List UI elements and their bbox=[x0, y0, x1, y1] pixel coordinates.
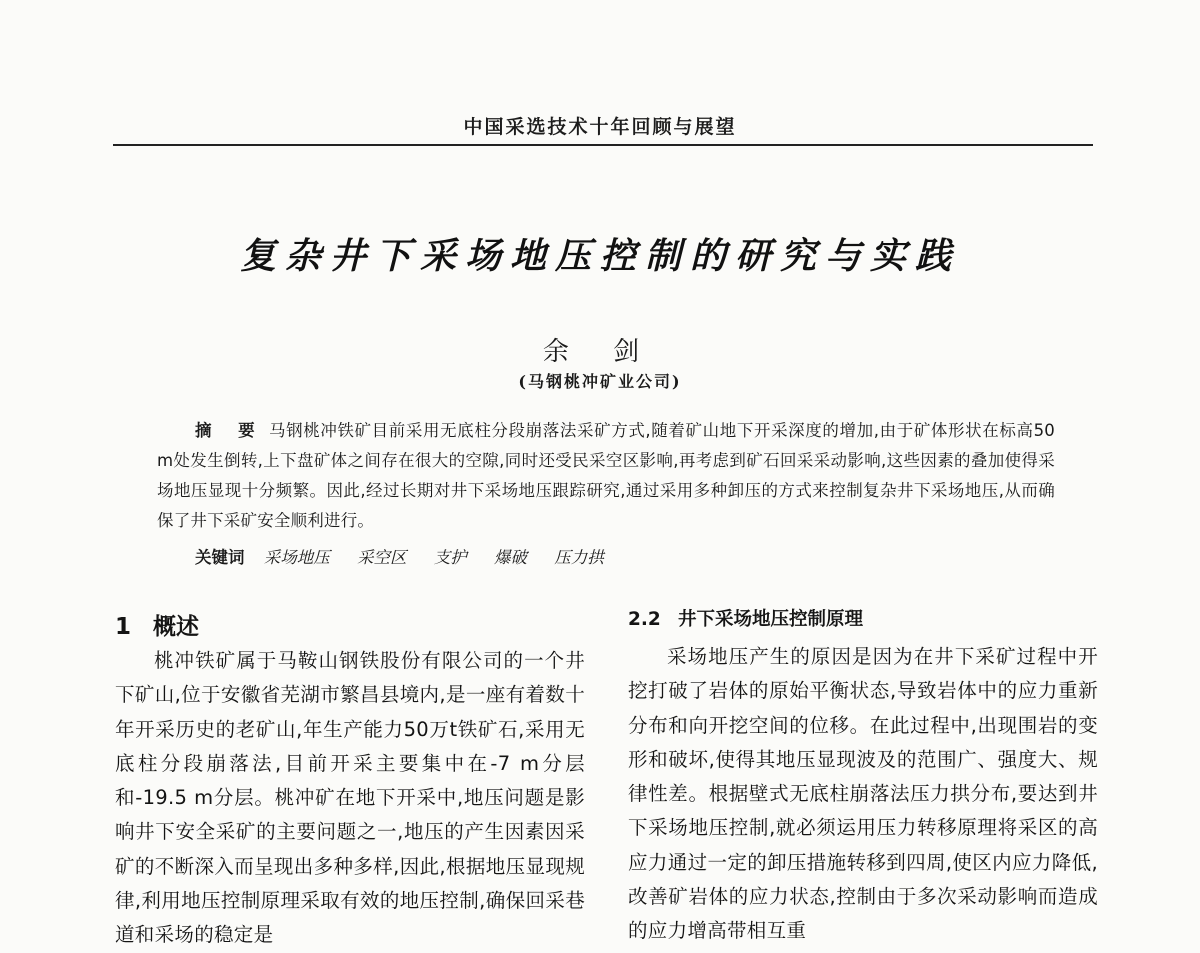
subsection-number: 2.2 bbox=[628, 609, 661, 630]
abstract bbox=[157, 416, 1055, 536]
article-title: 复杂井下采场地压控制的研究与实践 bbox=[239, 235, 960, 277]
author-affiliation: (马钢桃冲矿业公司) bbox=[518, 372, 682, 391]
subsection-heading bbox=[628, 606, 1098, 634]
section-title: 概述 bbox=[153, 614, 199, 640]
section-number: 1 bbox=[115, 614, 132, 640]
keyword-item: 爆破 bbox=[494, 548, 527, 567]
author-name: 余 剑 bbox=[542, 337, 658, 367]
section-heading bbox=[115, 610, 585, 644]
right-column bbox=[628, 606, 1098, 949]
keyword-item: 采场地压 bbox=[263, 548, 330, 567]
header-rule bbox=[113, 144, 1093, 146]
body-paragraph: 采场地压产生的原因是因为在井下采矿过程中开挖打破了岩体的原始平衡状态,导致岩体中的应力重新分布和向开挖空间的位移。在此过程中,出现围岩的变形和破坏,使得其地压显现波及的范围广、强度大、规律性差。根据壁式无底柱崩落法压力拱分布,要达到井下采场地压控制,就必须运用压力转移原理将采区的高应力通过一定的卸压措施转移到四周,使区内应力降低,改善矿岩体的应力状态,控制由于多次采动影响而造成的应力增高带相互重 bbox=[628, 645, 1098, 943]
abstract-label: 摘 要 bbox=[195, 421, 265, 440]
left-column bbox=[115, 606, 585, 953]
running-header: 中国采选技术十年回顾与展望 bbox=[463, 116, 737, 138]
subsection-title: 井下采场地压控制原理 bbox=[678, 609, 864, 630]
body-paragraph: 桃冲铁矿属于马鞍山钢铁股份有限公司的一个井下矿山,位于安徽省芜湖市繁昌县境内,是一座有着数十年开采历史的老矿山,年生产能力50万t铁矿石,采用无底柱分段崩落法,目前开采主要集中在-7 m分层和-19.5 m分层。桃冲矿在地下开采中,地压问题是影响井下安全采矿的主要问题之一,地压的产生因素因采矿的不断深入而呈现出多种多样,因此,根据地压显现规律,利用地压控制原理采取有效的地压控制,确保回采巷道和采场的稳定是 bbox=[115, 649, 585, 947]
keywords-label: 关键词 bbox=[195, 548, 245, 567]
keyword-item: 压力拱 bbox=[554, 548, 604, 567]
abstract-text: 马钢桃冲铁矿目前采用无底柱分段崩落法采矿方式,随着矿山地下开采深度的增加,由于矿体形状在标高50 m处发生倒转,上下盘矿体之间存在很大的空隙,同时还受民采空区影响,再考虑到矿石回采采动影响,这些因素的叠加使得采场地压显现十分频繁。因此,经过长期对井下采场地压跟踪研究,通过采用多种卸压的方式来控制复杂井下采场地压,从而确保了井下采矿安全顺利进行。 bbox=[157, 421, 1055, 530]
keyword-item: 支护 bbox=[433, 548, 467, 567]
keywords bbox=[195, 543, 626, 573]
keyword-item: 采空区 bbox=[357, 548, 407, 567]
